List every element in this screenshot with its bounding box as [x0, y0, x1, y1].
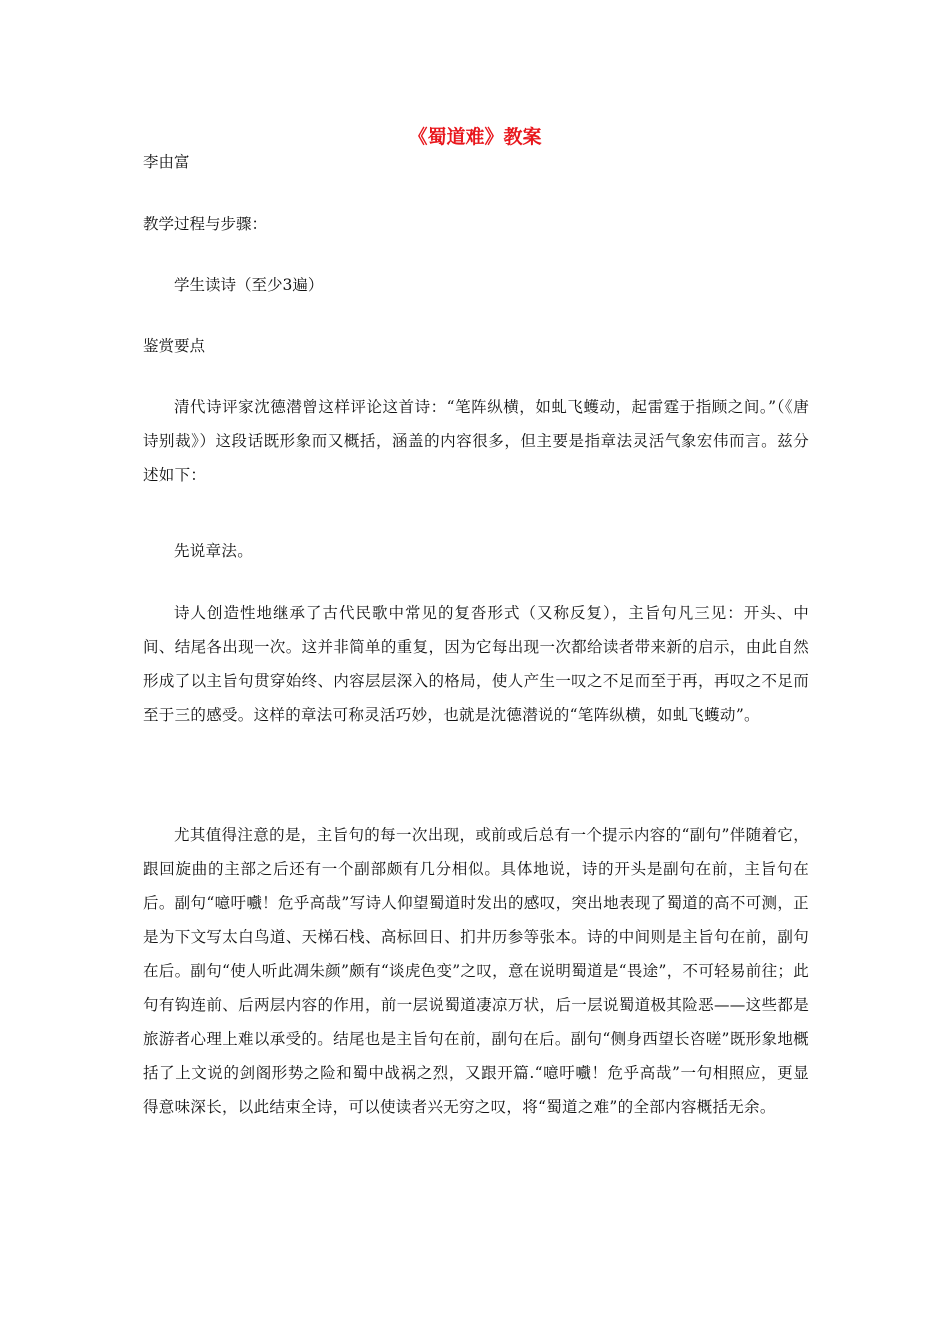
paragraph-3: 诗人创造性地继承了古代民歌中常见的复沓形式（又称反复），主旨句凡三见：开头、中间、结尾各出现一次。这并非简单的重复，因为它每出现一次都给读者带来新的启示，由此自然形成了以主旨句贯穿始终、内容层层深入的格局，使人产生一叹之不足而至于再，再叹之不足而至于三的感受。这样的章法可称灵活巧妙，也就是沈德潜说的“笔阵纵横，如虬飞蠖动”。	[143, 604, 809, 724]
section-heading-appreciation: 鉴赏要点	[143, 337, 206, 355]
paragraph-2: 先说章法。	[174, 542, 254, 560]
author-name: 李由富	[143, 153, 190, 171]
document-title: 《蜀道难》教案	[408, 126, 542, 148]
paragraph-1: 清代诗评家沈德潜曾这样评论这首诗：“笔阵纵横，如虬飞蠖动，起雷霆于指顾之间。”（《唐诗别裁》）这段话既形象而又概括，涵盖的内容很多，但主要是指章法灵活气象宏伟而言。兹分述如下：	[143, 398, 809, 484]
paragraph-4: 尤其值得注意的是，主旨句的每一次出现，或前或后总有一个提示内容的“副句”伴随着它，跟回旋曲的主部之后还有一个副部颇有几分相似。具体地说，诗的开头是副句在前，主旨句在后。副句“噫吁嚱！危乎高哉”写诗人仰望蜀道时发出的感叹，突出地表现了蜀道的高不可测，正是为下文写太白鸟道、天梯石栈、高标回日、扪井历参等张本。诗的中间则是主旨句在前，副句在后。副句“使人听此凋朱颜”颇有“谈虎色变”之叹，意在说明蜀道是“畏途”，不可轻易前往；此句有钩连前、后两层内容的作用，前一层说蜀道凄凉万状，后一层说蜀道极其险恶——这些都是旅游者心理上难以承受的。结尾也是主旨句在前，副句在后。副句“侧身西望长咨嗟”既形象地概括了上文说的剑阁形势之险和蜀中战祸之烈，又跟开篇.“噫吁嚱！危乎高哉”一句相照应，更显得意味深长，以此结束全诗，可以使读者兴无穷之叹，将“蜀道之难”的全部内容概括无余。	[143, 826, 809, 1116]
section-heading-process: 教学过程与步骤：	[143, 215, 268, 233]
step-read-poem: 学生读诗（至少3遍）	[174, 276, 324, 294]
